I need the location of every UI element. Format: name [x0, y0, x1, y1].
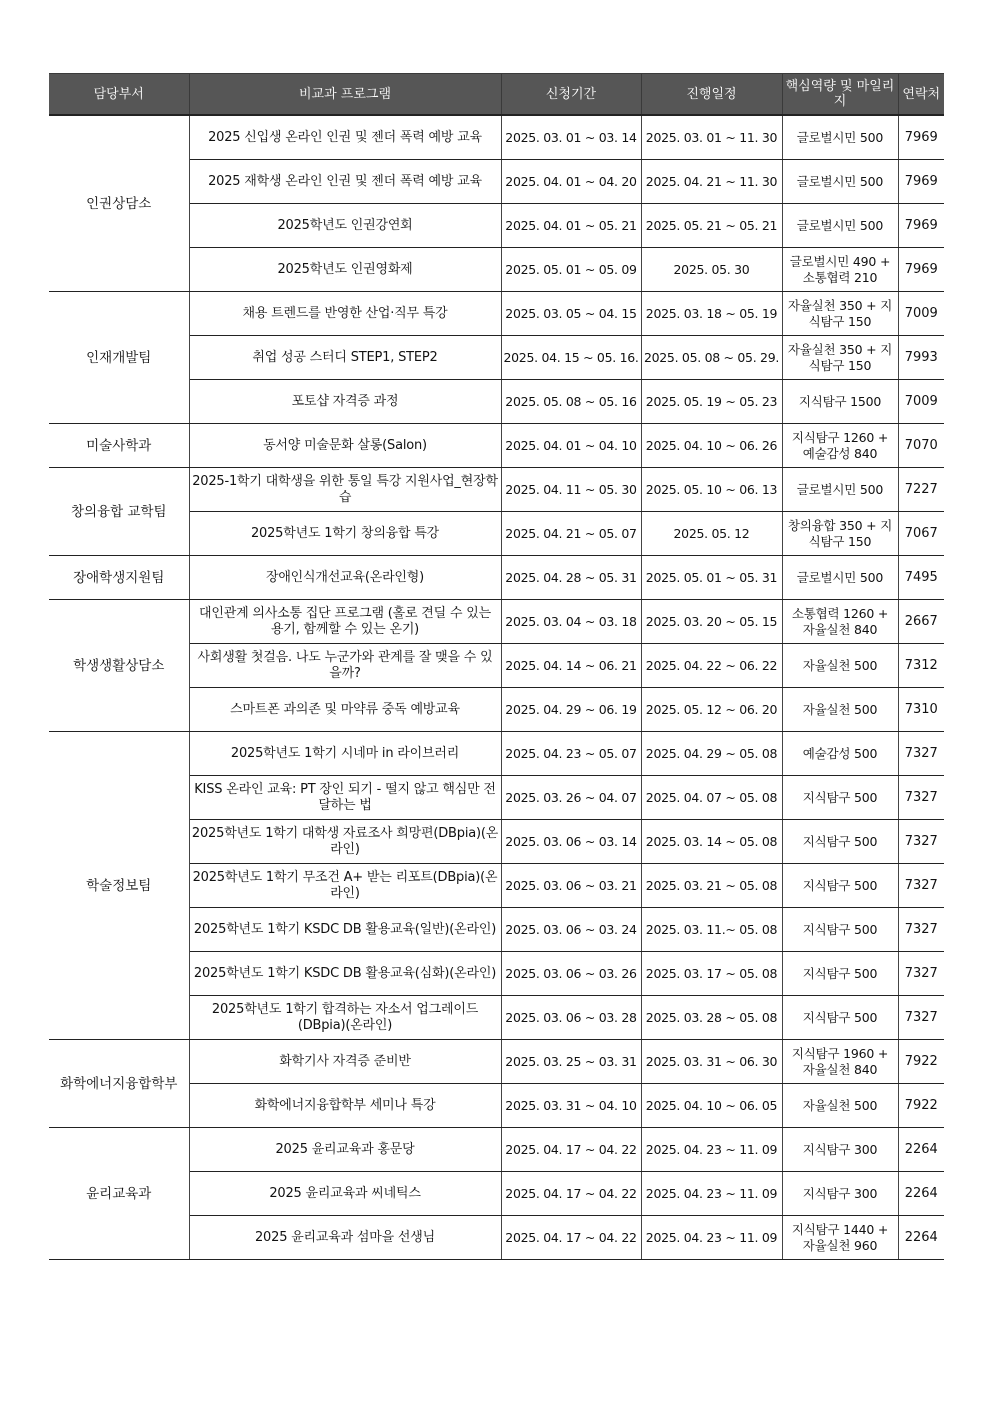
application-period-cell: 2025. 04. 15 ~ 05. 16.: [501, 336, 641, 380]
table-row: [49, 1128, 944, 1172]
contact-cell: 7327: [898, 732, 944, 776]
program-name-cell: 스마트폰 과의존 및 마약류 중독 예방교육: [189, 688, 501, 732]
competency-mileage-cell: 글로벌시민 490 + 소통협력 210: [782, 248, 898, 292]
header-dept: 담당부서: [49, 74, 189, 116]
program-name-cell: 2025 윤리교육과 씨네틱스: [189, 1172, 501, 1216]
contact-cell: 2264: [898, 1128, 944, 1172]
program-name-cell: 취업 성공 스터디 STEP1, STEP2: [189, 336, 501, 380]
program-name-cell: 2025학년도 1학기 대학생 자료조사 희망편(DBpia)(온라인): [189, 820, 501, 864]
application-period-cell: 2025. 04. 21 ~ 05. 07: [501, 512, 641, 556]
program-name-cell: 대인관계 의사소통 집단 프로그램 (홀로 견딜 수 있는 용기, 함께할 수 있는 온기): [189, 600, 501, 644]
application-period-cell: 2025. 03. 05 ~ 04. 15: [501, 292, 641, 336]
competency-mileage-cell: 지식탐구 1260 + 예술감성 840: [782, 424, 898, 468]
application-period-cell: 2025. 03. 31 ~ 04. 10: [501, 1084, 641, 1128]
dept-cell: 윤리교육과: [49, 1128, 189, 1260]
program-name-cell: 2025 신입생 온라인 인권 및 젠더 폭력 예방 교육: [189, 115, 501, 160]
program-name-cell: 장애인식개선교육(온라인형): [189, 556, 501, 600]
contact-cell: 7969: [898, 248, 944, 292]
dept-cell: 학생생활상담소: [49, 600, 189, 732]
application-period-cell: 2025. 04. 23 ~ 05. 07: [501, 732, 641, 776]
schedule-cell: 2025. 03. 21 ~ 05. 08: [641, 864, 782, 908]
application-period-cell: 2025. 04. 29 ~ 06. 19: [501, 688, 641, 732]
schedule-cell: 2025. 03. 17 ~ 05. 08: [641, 952, 782, 996]
schedule-cell: 2025. 03. 11.~ 05. 08: [641, 908, 782, 952]
dept-cell: 인권상담소: [49, 115, 189, 292]
header-program: 비교과 프로그램: [189, 74, 501, 116]
competency-mileage-cell: 창의융합 350 + 지식탐구 150: [782, 512, 898, 556]
schedule-cell: 2025. 04. 23 ~ 11. 09: [641, 1172, 782, 1216]
schedule-cell: 2025. 03. 31 ~ 06. 30: [641, 1040, 782, 1084]
dept-cell: 인재개발팀: [49, 292, 189, 424]
application-period-cell: 2025. 04. 01 ~ 04. 10: [501, 424, 641, 468]
competency-mileage-cell: 지식탐구 500: [782, 864, 898, 908]
application-period-cell: 2025. 04. 28 ~ 05. 31: [501, 556, 641, 600]
competency-mileage-cell: 글로벌시민 500: [782, 160, 898, 204]
application-period-cell: 2025. 03. 06 ~ 03. 28: [501, 996, 641, 1040]
application-period-cell: 2025. 04. 17 ~ 04. 22: [501, 1172, 641, 1216]
contact-cell: 7969: [898, 204, 944, 248]
application-period-cell: 2025. 03. 06 ~ 03. 24: [501, 908, 641, 952]
contact-cell: 7310: [898, 688, 944, 732]
application-period-cell: 2025. 03. 06 ~ 03. 26: [501, 952, 641, 996]
program-name-cell: 포토샵 자격증 과정: [189, 380, 501, 424]
schedule-cell: 2025. 05. 12 ~ 06. 20: [641, 688, 782, 732]
contact-cell: 7227: [898, 468, 944, 512]
competency-mileage-cell: 글로벌시민 500: [782, 204, 898, 248]
program-name-cell: 2025 재학생 온라인 인권 및 젠더 폭력 예방 교육: [189, 160, 501, 204]
application-period-cell: 2025. 04. 01 ~ 04. 20: [501, 160, 641, 204]
contact-cell: 7969: [898, 115, 944, 160]
table-body: [49, 115, 944, 1260]
table-row: [49, 556, 944, 600]
schedule-cell: 2025. 03. 18 ~ 05. 19: [641, 292, 782, 336]
contact-cell: 7327: [898, 776, 944, 820]
schedule-cell: 2025. 03. 01 ~ 11. 30: [641, 115, 782, 160]
contact-cell: 7327: [898, 864, 944, 908]
contact-cell: 7067: [898, 512, 944, 556]
header-schedule: 진행일정: [641, 74, 782, 116]
application-period-cell: 2025. 04. 01 ~ 05. 21: [501, 204, 641, 248]
program-name-cell: 2025학년도 1학기 합격하는 자소서 업그레이드(DBpia)(온라인): [189, 996, 501, 1040]
competency-mileage-cell: 자율실천 350 + 지식탐구 150: [782, 336, 898, 380]
table-row: [49, 115, 944, 160]
schedule-cell: 2025. 05. 21 ~ 05. 21: [641, 204, 782, 248]
program-name-cell: 화학기사 자격증 준비반: [189, 1040, 501, 1084]
contact-cell: 7009: [898, 380, 944, 424]
program-name-cell: 2025학년도 1학기 창의융합 특강: [189, 512, 501, 556]
competency-mileage-cell: 글로벌시민 500: [782, 468, 898, 512]
application-period-cell: 2025. 04. 14 ~ 06. 21: [501, 644, 641, 688]
header-row: [49, 74, 944, 116]
schedule-cell: 2025. 05. 30: [641, 248, 782, 292]
application-period-cell: 2025. 04. 11 ~ 05. 30: [501, 468, 641, 512]
competency-mileage-cell: 지식탐구 500: [782, 996, 898, 1040]
program-name-cell: 사회생활 첫걸음. 나도 누군가와 관계를 잘 맺을 수 있을까?: [189, 644, 501, 688]
table-row: [49, 732, 944, 776]
table-row: [49, 424, 944, 468]
contact-cell: 7922: [898, 1084, 944, 1128]
competency-mileage-cell: 지식탐구 500: [782, 908, 898, 952]
header-period: 신청기간: [501, 74, 641, 116]
program-name-cell: 2025학년도 1학기 무조건 A+ 받는 리포트(DBpia)(온라인): [189, 864, 501, 908]
contact-cell: 7327: [898, 952, 944, 996]
schedule-cell: 2025. 05. 19 ~ 05. 23: [641, 380, 782, 424]
application-period-cell: 2025. 03. 06 ~ 03. 14: [501, 820, 641, 864]
program-name-cell: 2025학년도 인권강연회: [189, 204, 501, 248]
competency-mileage-cell: 지식탐구 1500: [782, 380, 898, 424]
header-contact: 연락처: [898, 74, 944, 116]
dept-cell: 미술사학과: [49, 424, 189, 468]
contact-cell: 7070: [898, 424, 944, 468]
schedule-cell: 2025. 03. 14 ~ 05. 08: [641, 820, 782, 864]
contact-cell: 7993: [898, 336, 944, 380]
contact-cell: 7312: [898, 644, 944, 688]
program-name-cell: 화학에너지융합학부 세미나 특강: [189, 1084, 501, 1128]
application-period-cell: 2025. 05. 01 ~ 05. 09: [501, 248, 641, 292]
contact-cell: 2667: [898, 600, 944, 644]
program-name-cell: 채용 트렌드를 반영한 산업·직무 특강: [189, 292, 501, 336]
competency-mileage-cell: 지식탐구 1440 + 자율실천 960: [782, 1216, 898, 1260]
program-name-cell: 2025 윤리교육과 홍문당: [189, 1128, 501, 1172]
application-period-cell: 2025. 03. 25 ~ 03. 31: [501, 1040, 641, 1084]
competency-mileage-cell: 글로벌시민 500: [782, 556, 898, 600]
dept-cell: 장애학생지원팀: [49, 556, 189, 600]
table-row: [49, 600, 944, 644]
application-period-cell: 2025. 03. 26 ~ 04. 07: [501, 776, 641, 820]
schedule-cell: 2025. 03. 20 ~ 05. 15: [641, 600, 782, 644]
schedule-cell: 2025. 04. 22 ~ 06. 22: [641, 644, 782, 688]
schedule-cell: 2025. 05. 08 ~ 05. 29.: [641, 336, 782, 380]
schedule-cell: 2025. 04. 10 ~ 06. 26: [641, 424, 782, 468]
schedule-cell: 2025. 05. 10 ~ 06. 13: [641, 468, 782, 512]
competency-mileage-cell: 자율실천 500: [782, 1084, 898, 1128]
program-name-cell: 2025-1학기 대학생을 위한 통일 특강 지원사업_현장학습: [189, 468, 501, 512]
program-name-cell: 2025학년도 1학기 KSDC DB 활용교육(심화)(온라인): [189, 952, 501, 996]
competency-mileage-cell: 글로벌시민 500: [782, 115, 898, 160]
program-name-cell: 동서양 미술문화 살롱(Salon): [189, 424, 501, 468]
contact-cell: 7327: [898, 996, 944, 1040]
competency-mileage-cell: 지식탐구 500: [782, 952, 898, 996]
application-period-cell: 2025. 03. 06 ~ 03. 21: [501, 864, 641, 908]
competency-mileage-cell: 지식탐구 500: [782, 776, 898, 820]
schedule-cell: 2025. 03. 28 ~ 05. 08: [641, 996, 782, 1040]
header-competency: 핵심역량 및 마일리지: [782, 74, 898, 116]
contact-cell: 7922: [898, 1040, 944, 1084]
competency-mileage-cell: 지식탐구 300: [782, 1172, 898, 1216]
table-row: [49, 1040, 944, 1084]
application-period-cell: 2025. 03. 01 ~ 03. 14: [501, 115, 641, 160]
dept-cell: 창의융합 교학팀: [49, 468, 189, 556]
contact-cell: 7969: [898, 160, 944, 204]
schedule-cell: 2025. 05. 12: [641, 512, 782, 556]
program-name-cell: 2025학년도 1학기 시네마 in 라이브러리: [189, 732, 501, 776]
competency-mileage-cell: 지식탐구 1960 + 자율실천 840: [782, 1040, 898, 1084]
program-name-cell: KISS 온라인 교육: PT 장인 되기 - 떨지 않고 핵심만 전달하는 법: [189, 776, 501, 820]
dept-cell: 학술정보팀: [49, 732, 189, 1040]
table-row: [49, 468, 944, 512]
competency-mileage-cell: 자율실천 350 + 지식탐구 150: [782, 292, 898, 336]
schedule-cell: 2025. 04. 07 ~ 05. 08: [641, 776, 782, 820]
schedule-cell: 2025. 04. 10 ~ 06. 05: [641, 1084, 782, 1128]
competency-mileage-cell: 지식탐구 500: [782, 820, 898, 864]
application-period-cell: 2025. 05. 08 ~ 05. 16: [501, 380, 641, 424]
schedule-cell: 2025. 04. 21 ~ 11. 30: [641, 160, 782, 204]
program-name-cell: 2025학년도 1학기 KSDC DB 활용교육(일반)(온라인): [189, 908, 501, 952]
contact-cell: 2264: [898, 1216, 944, 1260]
contact-cell: 2264: [898, 1172, 944, 1216]
application-period-cell: 2025. 04. 17 ~ 04. 22: [501, 1216, 641, 1260]
competency-mileage-cell: 자율실천 500: [782, 644, 898, 688]
contact-cell: 7495: [898, 556, 944, 600]
table-row: [49, 292, 944, 336]
program-table: [49, 73, 944, 1260]
competency-mileage-cell: 예술감성 500: [782, 732, 898, 776]
application-period-cell: 2025. 04. 17 ~ 04. 22: [501, 1128, 641, 1172]
competency-mileage-cell: 지식탐구 300: [782, 1128, 898, 1172]
schedule-cell: 2025. 04. 23 ~ 11. 09: [641, 1128, 782, 1172]
program-name-cell: 2025 윤리교육과 섬마을 선생님: [189, 1216, 501, 1260]
competency-mileage-cell: 소통협력 1260 + 자율실천 840: [782, 600, 898, 644]
competency-mileage-cell: 자율실천 500: [782, 688, 898, 732]
contact-cell: 7009: [898, 292, 944, 336]
dept-cell: 화학에너지융합학부: [49, 1040, 189, 1128]
contact-cell: 7327: [898, 908, 944, 952]
schedule-cell: 2025. 04. 23 ~ 11. 09: [641, 1216, 782, 1260]
schedule-cell: 2025. 05. 01 ~ 05. 31: [641, 556, 782, 600]
contact-cell: 7327: [898, 820, 944, 864]
application-period-cell: 2025. 03. 04 ~ 03. 18: [501, 600, 641, 644]
schedule-cell: 2025. 04. 29 ~ 05. 08: [641, 732, 782, 776]
program-name-cell: 2025학년도 인권영화제: [189, 248, 501, 292]
